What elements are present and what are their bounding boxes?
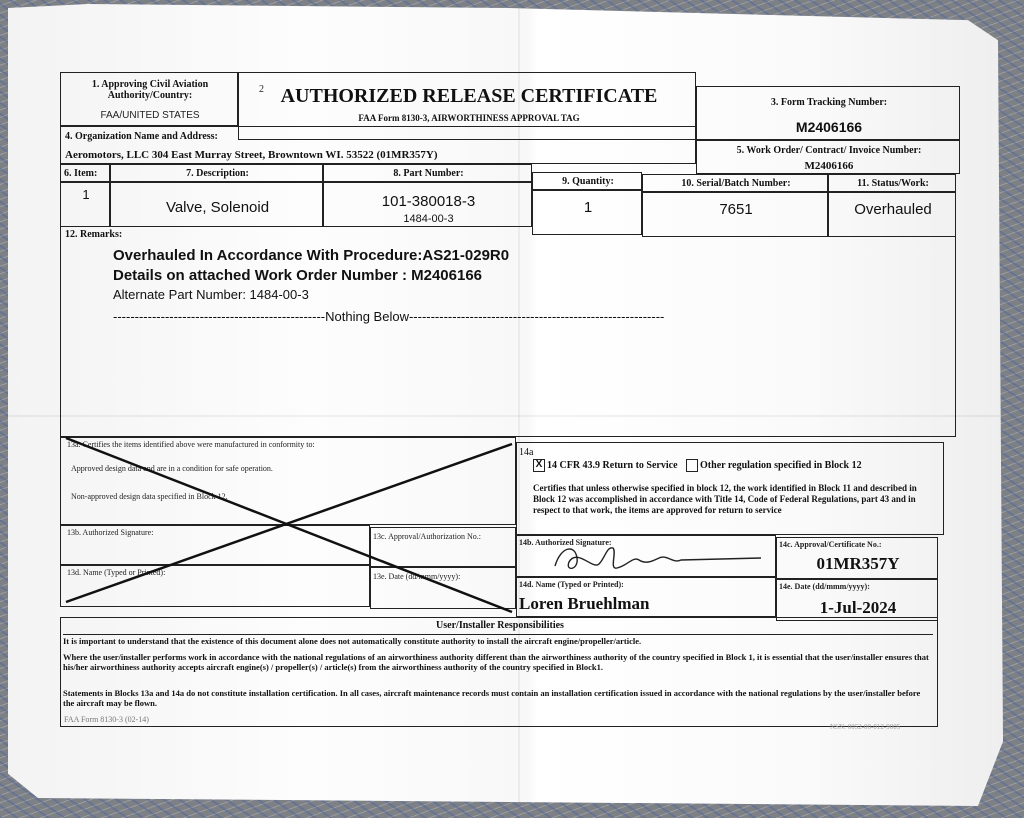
block5-label: 5. Work Order/ Contract/ Invoice Number: xyxy=(736,145,922,156)
header-serial: 10. Serial/Batch Number: xyxy=(642,174,828,192)
organization-name-address: Aeromotors, LLC 304 East Murray Street, Browntown WI. 53522 (01MR357Y) xyxy=(65,149,438,161)
block14c: 14c. Approval/Certificate No.: 01MR357Y xyxy=(776,537,938,579)
form-tracking-number: M2406166 xyxy=(795,119,863,135)
header-item: 6. Item: xyxy=(60,164,110,182)
block13c: 13c. Approval/Authorization No.: xyxy=(370,527,516,567)
user-installer-responsibilities xyxy=(60,617,938,727)
remarks-line4: -------------------------------------------------Nothing Below----------------------------------------------------------- xyxy=(113,309,665,324)
header-description: 7. Description: xyxy=(110,164,323,182)
authorized-name: Loren Bruehlman xyxy=(519,594,650,613)
block14a-options xyxy=(533,459,862,472)
item-cell xyxy=(60,182,110,227)
block14e: 14e. Date (dd/mmm/yyyy): 1-Jul-2024 xyxy=(776,579,938,621)
block13-strikethrough-cross xyxy=(60,432,520,617)
authorized-signature xyxy=(547,540,767,576)
description-value: Valve, Solenoid xyxy=(165,199,270,216)
block1-value: FAA/UNITED STATES xyxy=(100,110,200,121)
block3 xyxy=(696,86,960,140)
responsibilities-p2: Where the user/installer performs work in accordance with the national regulations of an airworthiness authority different than the airworthiness authority of the country specified in Block 1, it is essential that the user/installer ensures that his/her airworthiness authority accepts aircraft engine(s) / propeller(s) / article(s) from the airworthiness authority of the country specified in Block1. xyxy=(63,652,929,672)
block5 xyxy=(696,140,960,174)
header-part-number: 8. Part Number: xyxy=(323,164,532,182)
certificate-title: AUTHORIZED RELEASE CERTIFICATE xyxy=(280,85,658,107)
remarks-label: 12. Remarks: xyxy=(65,229,123,240)
return-to-service-label: 14 CFR 43.9 Return to Service xyxy=(547,459,678,471)
block4 xyxy=(60,126,696,164)
remarks-line1: Overhauled In Accordance With Procedure:AS21-029R0 xyxy=(113,247,510,264)
block13a-label: 13a. Certifies the items identified above were manufactured in conformity to: xyxy=(67,440,315,449)
block14d: 14d. Name (Typed or Printed): Loren Bruehlman xyxy=(516,577,776,617)
part-number-value: 101-380018-3 xyxy=(381,193,476,210)
serial-value: 7651 xyxy=(719,201,753,218)
other-regulation-checkbox[interactable] xyxy=(686,459,698,472)
certification-date: 1-Jul-2024 xyxy=(819,598,897,617)
return-to-service-checkbox[interactable]: X xyxy=(533,459,545,472)
responsibilities-title: User/Installer Responsibilities xyxy=(436,620,564,631)
block13d: 13d. Name (Typed or Printed): xyxy=(60,565,370,607)
block1 xyxy=(60,72,238,126)
block13a-option1: Approved design data and are in a condition for safe operation. xyxy=(71,464,273,473)
block12-remarks xyxy=(60,227,956,437)
part-number-alt: 1484-00-3 xyxy=(403,213,454,225)
block13b: 13b. Authorized Signature: xyxy=(60,525,370,565)
block13e: 13e. Date (dd/mmm/yyyy): xyxy=(370,567,516,609)
block3-label: 3. Form Tracking Number: xyxy=(770,97,888,108)
block13a-option2: Non-approved design data specified in Block 12. xyxy=(71,492,228,501)
work-order-number: M2406166 xyxy=(804,160,854,172)
approval-certificate-number: 01MR357Y xyxy=(816,554,900,573)
header-status: 11. Status/Work: xyxy=(828,174,956,192)
part-number-cell xyxy=(323,182,532,227)
remarks-line3: Alternate Part Number: 1484-00-3 xyxy=(113,287,309,302)
description-cell xyxy=(110,182,323,227)
item-value: 1 xyxy=(82,187,90,202)
certificate-subtitle: FAA Form 8130-3, AIRWORTHINESS APPROVAL TAG xyxy=(358,113,580,123)
status-value: Overhauled xyxy=(854,201,932,218)
block4-label: 4. Organization Name and Address: xyxy=(65,131,218,142)
responsibilities-p1: It is important to understand that the existence of this document alone does not automatically constitute authority to install the aircraft engine/propeller/article. xyxy=(63,634,933,646)
header-quantity: 9. Quantity: xyxy=(532,172,642,190)
block1-label: 1. Approving Civil Aviation Authority/Country: xyxy=(91,79,209,101)
authorized-release-certificate-form xyxy=(60,72,960,731)
quantity-value: 1 xyxy=(583,199,593,216)
block14a xyxy=(516,442,944,535)
block14b: 14b. Authorized Signature: xyxy=(516,535,776,577)
form-number-footer: FAA Form 8130-3 (02-14) xyxy=(64,715,149,724)
nsn-footer: NSN: 0052-00-012-9005 xyxy=(830,723,901,731)
block2-number: 2 xyxy=(259,84,264,95)
block14a-label: 14a xyxy=(519,447,534,458)
other-regulation-label: Other regulation specified in Block 12 xyxy=(700,459,862,471)
remarks-line2: Details on attached Work Order Number : M2406166 xyxy=(113,267,483,284)
responsibilities-p3: Statements in Blocks 13a and 14a do not constitute installation certification. In all cases, aircraft maintenance records must contain an installation certification issued in accordance with the national regulations by the user/installer before the aircraft may be flown. xyxy=(63,688,921,708)
block14a-certification-text: Certifies that unless otherwise specified in block 12, the work identified in Block 11 and described in Block 12 was accomplished in accordance with Title 14, Code of Federal Regulations, part 43 and in respect to that work, the items are approved for return to service xyxy=(533,483,917,515)
